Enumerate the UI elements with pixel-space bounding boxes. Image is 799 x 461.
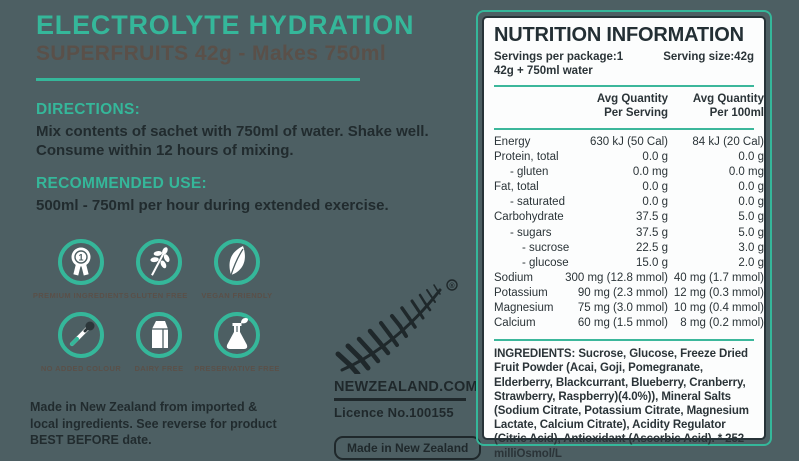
- ingredients-paragraph: [494, 347, 754, 461]
- directions-line-1: Mix contents of sachet with 750ml of water. Shake well.: [36, 123, 429, 140]
- milk-carton-icon: [136, 312, 182, 358]
- divider: [494, 339, 754, 341]
- badge-preservative-free: [194, 312, 280, 373]
- badge-no-added-colour: [42, 312, 120, 373]
- directions-section: [36, 101, 466, 160]
- origin-footnote: [30, 399, 277, 449]
- nutrition-table-header: [494, 92, 764, 120]
- badge-label: PREMIUM INGREDIENTS: [32, 291, 130, 300]
- ingredients-text: Sucrose, Glucose, Freeze Dried Fruit Powder (Acai, Goji, Pomegranate, Elderberry, Blackcurrant, Blueberry, Cranberry, Strawberry, Raspberry)(4.0%)), Mineral Salts (Sodium Citrate, Potassium Citrate, Magnesium Lactate, Calcium Citrate), Acidity Regulator (Citric Acid), Antioxidant (Ascorbic Acid). * 252 milliOsmol/L: [494, 348, 749, 460]
- table-row: Calcium 60 mg (1.5 mmol) 8 mg (0.2 mmol): [494, 317, 764, 330]
- ingredients-label: INGREDIENTS:: [494, 348, 576, 361]
- servings-per-package: Servings per package:1: [494, 51, 624, 63]
- fernmark-block: [334, 278, 478, 460]
- nutrition-panel-frame: [476, 10, 772, 460]
- recommended-use-text: 500ml - 750ml per hour during extended exercise.: [36, 197, 389, 214]
- table-row: - sugars 37.5 g 5.0 g: [510, 226, 764, 239]
- badge-label: NO ADDED COLOUR: [40, 364, 122, 373]
- serving-info-row: [494, 51, 754, 63]
- nutrition-table: [494, 135, 764, 331]
- footnote-line: BEST BEFORE date.: [30, 433, 152, 447]
- serving-size: Serving size:42g: [663, 51, 754, 63]
- table-row: - glucose 15.0 g 2.0 g: [522, 256, 764, 269]
- made-in-nz-stamp: Made in New Zealand: [334, 436, 481, 460]
- badge-vegan-friendly: [198, 239, 276, 300]
- fernmark-brand: NEWZEALAND.COM: [334, 379, 466, 401]
- fernmark-licence: Licence No.100155: [334, 405, 454, 420]
- footnote-line: local ingredients. See reverse for product: [30, 416, 277, 431]
- badge-label: GLUTEN FREE: [130, 291, 188, 300]
- divider: [36, 78, 360, 81]
- table-row: Potassium 90 mg (2.3 mmol) 12 mg (0.3 mmol): [494, 286, 764, 299]
- badge-gluten-free: [120, 239, 198, 300]
- badge-label: PRESERVATIVE FREE: [194, 364, 280, 373]
- table-row: Energy 630 kJ (50 Cal) 84 kJ (20 Cal): [494, 136, 764, 148]
- flask-icon: [214, 312, 260, 358]
- silver-fern-icon: [334, 278, 464, 374]
- directions-heading: DIRECTIONS:: [36, 101, 141, 118]
- svg-text:1: 1: [78, 252, 84, 263]
- nutrition-title: NUTRITION INFORMATION: [494, 24, 744, 46]
- svg-text:®: ®: [449, 282, 455, 290]
- badge-label: VEGAN FRIENDLY: [201, 291, 273, 300]
- table-row: - sucrose 22.5 g 3.0 g: [522, 241, 764, 254]
- divider: [494, 128, 754, 130]
- col-header-per-serving: Avg Quantity Per Serving: [596, 93, 668, 119]
- wheat-icon: [136, 239, 182, 285]
- leaf-icon: [214, 239, 260, 285]
- table-row: - saturated 0.0 g 0.0 g: [510, 196, 764, 209]
- table-row: Protein, total 0.0 g 0.0 g: [494, 151, 764, 164]
- col-header-per-100ml: Avg Quantity Per 100ml: [692, 93, 764, 119]
- serving-note: 42g + 750ml water: [494, 65, 593, 77]
- table-row: Sodium 300 mg (12.8 mmol) 40 mg (1.7 mmol): [494, 271, 764, 284]
- badge-dairy-free: [120, 312, 198, 373]
- badge-label: DAIRY FREE: [134, 364, 184, 373]
- table-row: Magnesium 75 mg (3.0 mmol) 10 mg (0.4 mmol): [494, 302, 764, 315]
- footnote-line: Made in New Zealand from imported &: [30, 400, 258, 414]
- directions-line-2: Consume within 12 hours of mixing.: [36, 142, 294, 159]
- table-row: Carbohydrate 37.5 g 5.0 g: [494, 211, 764, 224]
- recommended-use-heading: RECOMMENDED USE:: [36, 175, 208, 192]
- badge-premium-ingredients: [32, 239, 130, 300]
- nutrition-panel: [482, 16, 766, 460]
- recommended-use-section: [36, 175, 466, 215]
- award-medal-icon: [58, 239, 104, 285]
- table-row: - gluten 0.0 mg 0.0 mg: [510, 166, 764, 179]
- product-subtitle: SUPERFRUITS 42g - Makes 750ml: [36, 42, 387, 65]
- table-row: Fat, total 0.0 g 0.0 g: [494, 181, 764, 194]
- divider: [494, 85, 754, 87]
- dropper-icon: [58, 312, 104, 358]
- product-title: ELECTROLYTE HYDRATION: [36, 10, 415, 40]
